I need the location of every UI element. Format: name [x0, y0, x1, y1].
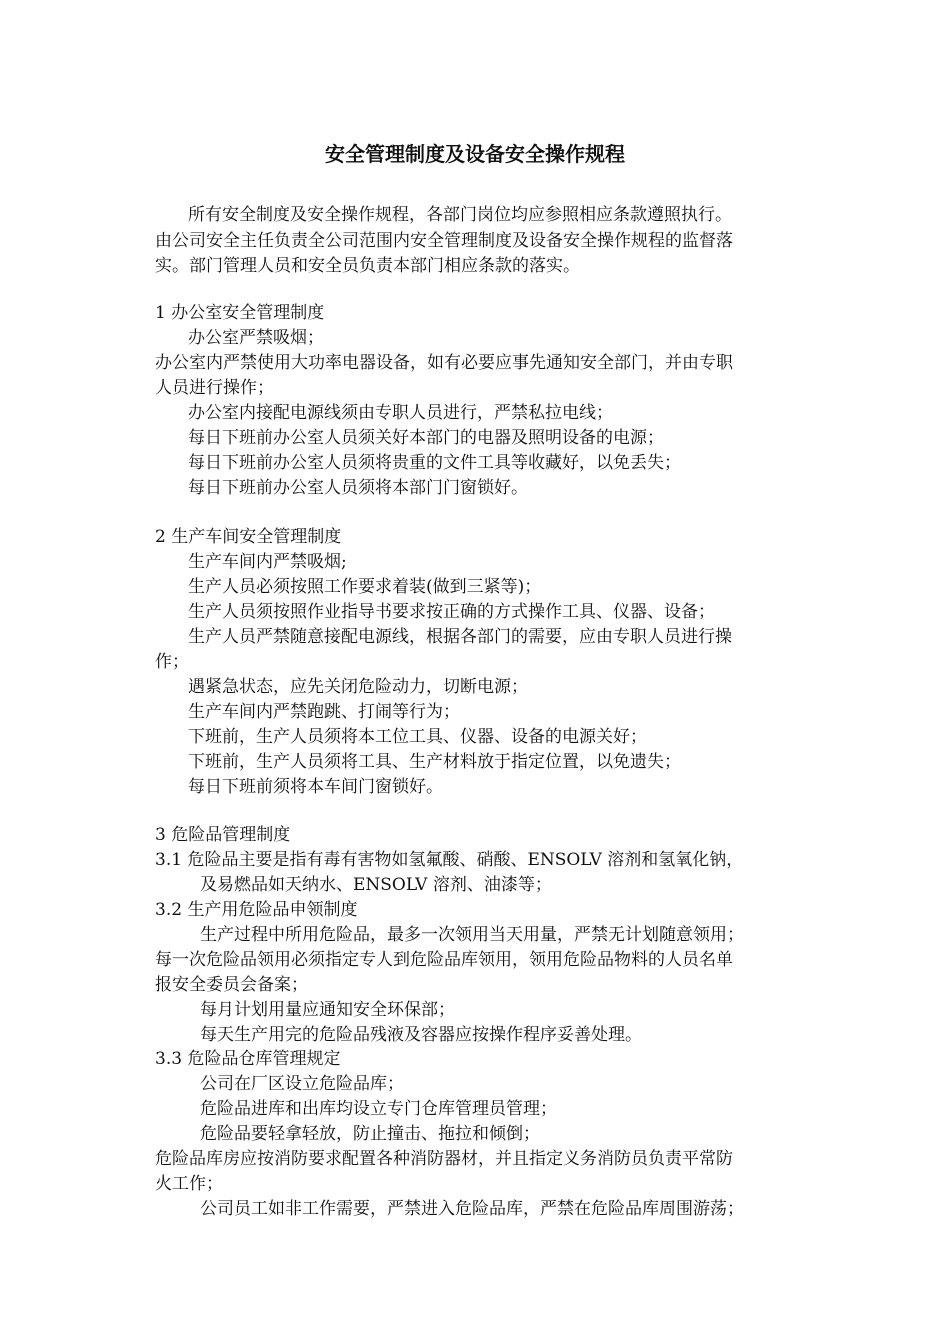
section-heading-3: 3 危险品管理制度 — [155, 825, 291, 845]
subsection-3-1: 3.1 危险品主要是指有毒有害物如氢氟酸、硝酸、ENSOLV 溶剂和氢氧化钠， — [155, 850, 744, 870]
section-heading-2: 2 生产车间安全管理制度 — [155, 527, 342, 547]
paragraph-line: 每日下班前办公室人员须将本部门门窗锁好。 — [188, 478, 528, 498]
paragraph-line: 危险品进库和出库均设立专门仓库管理员管理； — [200, 1099, 557, 1119]
subsection-3-3: 3.3 危险品仓库管理规定 — [155, 1049, 341, 1069]
paragraph-line: 作； — [155, 652, 189, 672]
paragraph-line: 下班前，生产人员须将工具、生产材料放于指定位置，以免遗失； — [188, 752, 681, 772]
paragraph-line: 生产车间内严禁跑跳、打闹等行为； — [188, 702, 460, 722]
intro-line-1: 所有安全制度及安全操作规程，各部门岗位均应参照相应条款遵照执行。 — [188, 205, 732, 225]
paragraph-line: 危险品库房应按消防要求配置各种消防器材，并且指定义务消防员负责平常防 — [155, 1149, 733, 1169]
paragraph-line: 每日下班前办公室人员须关好本部门的电器及照明设备的电源； — [188, 428, 664, 448]
paragraph-line: 遇紧急状态，应先关闭危险动力，切断电源； — [188, 677, 528, 697]
paragraph-line: 每日下班前须将本车间门窗锁好。 — [188, 777, 443, 797]
paragraph-line: 火工作； — [155, 1174, 223, 1194]
paragraph-line: 公司员工如非工作需要，严禁进入危险品库，严禁在危险品库周围游荡； — [200, 1199, 744, 1219]
paragraph-line: 危险品要轻拿轻放，防止撞击、拖拉和倾倒； — [200, 1124, 540, 1144]
paragraph-line: 每天生产用完的危险品残液及容器应按操作程序妥善处理。 — [200, 1025, 642, 1045]
paragraph-line: 每一次危险品领用必须指定专人到危险品库领用，领用危险品物料的人员名单 — [155, 950, 733, 970]
paragraph-line: 办公室内接配电源线须由专职人员进行，严禁私拉电线； — [188, 403, 613, 423]
paragraph-line: 办公室内严禁使用大功率电器设备，如有必要应事先通知安全部门，并由专职 — [155, 353, 733, 373]
paragraph-line: 公司在厂区设立危险品库； — [200, 1074, 404, 1094]
paragraph-line: 报安全委员会备案； — [155, 975, 308, 995]
section-heading-1: 1 办公室安全管理制度 — [155, 303, 325, 323]
paragraph-line: 每月计划用量应通知安全环保部； — [200, 1000, 455, 1020]
paragraph-line: 生产人员严禁随意接配电源线，根据各部门的需要，应由专职人员进行操 — [188, 627, 732, 647]
document-title: 安全管理制度及设备安全操作规程 — [325, 142, 625, 166]
paragraph-line: 下班前，生产人员须将本工位工具、仪器、设备的电源关好； — [188, 727, 647, 747]
intro-line-2: 由公司安全主任负责全公司范围内安全管理制度及设备安全操作规程的监督落 — [155, 231, 733, 251]
intro-line-3: 实。部门管理人员和安全员负责本部门相应条款的落实。 — [155, 256, 580, 276]
paragraph-line: 及易燃品如天纳水、ENSOLV 溶剂、油漆等； — [200, 875, 552, 895]
paragraph-line: 生产过程中所用危险品，最多一次领用当天用量，严禁无计划随意领用； — [200, 925, 744, 945]
paragraph-line: 人员进行操作； — [155, 378, 274, 398]
subsection-3-2: 3.2 生产用危险品申领制度 — [155, 900, 358, 920]
paragraph-line: 生产车间内严禁吸烟; — [188, 552, 347, 572]
paragraph-line: 生产人员必须按照工作要求着装(做到三紧等)； — [188, 577, 542, 597]
paragraph-line: 办公室严禁吸烟； — [188, 328, 324, 348]
paragraph-line: 生产人员须按照作业指导书要求按正确的方式操作工具、仪器、设备； — [188, 602, 715, 622]
paragraph-line: 每日下班前办公室人员须将贵重的文件工具等收藏好，以免丢失； — [188, 453, 681, 473]
